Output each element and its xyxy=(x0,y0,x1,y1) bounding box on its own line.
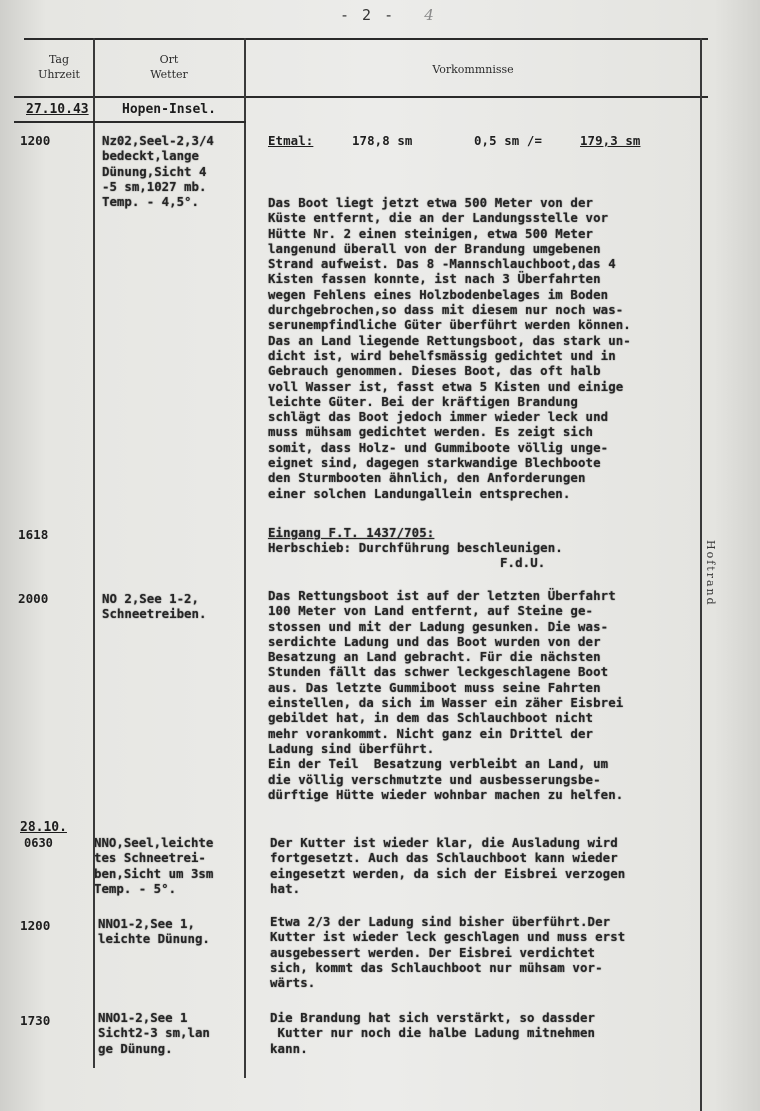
entry-weather: NO 2,See 1-2, Schneetreiben. xyxy=(102,591,207,622)
entry-weather: NNO,Seel,leichte tes Schneetrei- ben,Sicht um 3sm Temp. - 5°. xyxy=(94,835,214,896)
entry-text-line: Eingang F.T. 1437/705: xyxy=(268,525,435,540)
etmal-label: Etmal: xyxy=(268,133,314,148)
etmal-total: 179,3 sm xyxy=(580,133,641,148)
table-header-rule xyxy=(14,96,708,98)
entry-place: Hopen-Insel. xyxy=(122,102,216,117)
table-right-rule xyxy=(700,38,702,1111)
etmal-add: 0,5 sm /= xyxy=(474,133,543,148)
entry-time: 1200 xyxy=(20,133,51,148)
entry-time: 1618 xyxy=(18,527,49,542)
header-weather: Wetter xyxy=(150,68,188,81)
side-stamp: Hoftrand xyxy=(704,540,717,607)
entry-time: 2000 xyxy=(18,591,49,606)
entry-weather: NNO1-2,See 1 Sicht2-3 sm,lan ge Dünung. xyxy=(98,1010,210,1056)
page-number-faint: 4 xyxy=(424,6,436,24)
entry-weather: Nz02,Seel-2,3/4 bedeckt,lange Dünung,Sicht 4 -5 sm,1027 mb. Temp. - 4,5°. xyxy=(102,133,214,210)
entry-text-line: Herbschieb: Durchführung beschleunigen. xyxy=(268,540,563,555)
header-day-time xyxy=(28,52,90,82)
page-number: - 2 - xyxy=(340,6,396,24)
page-marker xyxy=(340,6,436,24)
column-divider-2 xyxy=(244,38,246,1078)
date-underline xyxy=(14,121,246,123)
etmal-value: 178,8 sm xyxy=(352,133,413,148)
entry-date: 28.10. xyxy=(20,820,67,835)
header-place: Ort xyxy=(159,53,179,66)
entry-time: 1200 xyxy=(20,918,51,933)
entry-text: Das Rettungsboot ist auf der letzten Überfahrt 100 Meter von Land entfernt, auf Steine ge- stossen und mit der Ladung gesunken. Die was- serdichte Ladung und das Boot wurden von der Besatzung an Land gebracht. Für die nächsten Stunden fällt das schwer leckgeschlagene Boot aus. Das letzte Gummiboot muss seine Fahrten einstellen, da sich im Wasser ein zäher Eisbrei gebildet hat, in dem das Schlauchboot nicht mehr vorankommt. Nicht ganz ein Drittel der Ladung sind überführt. Ein der Teil Besatzung verbleibt an Land, um die völlig verschmutzte und ausbesserungsbe- dürftige Hütte wieder wohnbar machen zu helfen. xyxy=(268,588,624,802)
entry-text: Der Kutter ist wieder klar, die Ausladung wird fortgesetzt. Auch das Schlauchboot kann wieder eingesetzt werden, da sich der Eisbrei verzogen hat. xyxy=(270,835,626,896)
entry-text: Etwa 2/3 der Ladung sind bisher überführt.Der Kutter ist wieder leck geschlagen und muss erst ausgebessert werden. Der Eisbrei verdichtet sich, kommt das Schlauchboot nur mühsam vor- wärts. xyxy=(270,914,626,991)
column-divider-1 xyxy=(93,38,95,1068)
entry-text: Die Brandung hat sich verstärkt, so dassder Kutter nur noch die halbe Ladung mitnehmen kann. xyxy=(270,1010,596,1056)
header-events: Vorkommnisse xyxy=(432,63,514,76)
entry-time: 1730 xyxy=(20,1013,51,1028)
entry-date: 27.10.43 xyxy=(26,102,89,117)
header-day: Tag xyxy=(48,53,70,66)
entry-weather: NNO1-2,See 1, leichte Dünung. xyxy=(98,916,210,947)
table-top-rule xyxy=(24,38,708,40)
header-place-weather xyxy=(96,52,242,82)
entry-time: 0630 xyxy=(24,836,53,850)
header-time: Uhrzeit xyxy=(38,68,80,81)
entry-text: Das Boot liegt jetzt etwa 500 Meter von der Küste entfernt, die an der Landungsstelle vor Hütte Nr. 2 einen steinigen, etwa 500 Meter langenund überall von der Brandung umgebenen Strand aufweist. Das 8 -Mannschlauchboot,das 4 Kisten fassen konnte, ist nach 3 Überfahrten wegen Fehlens eines Holzbodenbelages im Boden durchgebrochen,so dass mit diesem nur noch was- serunempfindliche Güter überführt werden können. Das an Land liegende Rettungsboot, das stark un- dicht ist, wird behelfsmässig gedichtet und in Gebrauch genommen. Dieses Boot, das oft halb voll Wasser ist, fasst etwa 5 Kisten und einige leichte Güter. Bei der kräftigen Brandung schlägt das Boot jedoch immer wieder leck und muss mühsam gedichtet werden. Es zeigt sich somit, dass Holz- und Gummiboote völlig unge- eignet sind, dagegen starkwandige Blechboote den Sturmbooten ähnlich, den Anforderungen einer solchen Landungallein entsprechen. xyxy=(268,195,631,501)
entry-signature: F.d.U. xyxy=(500,555,546,570)
